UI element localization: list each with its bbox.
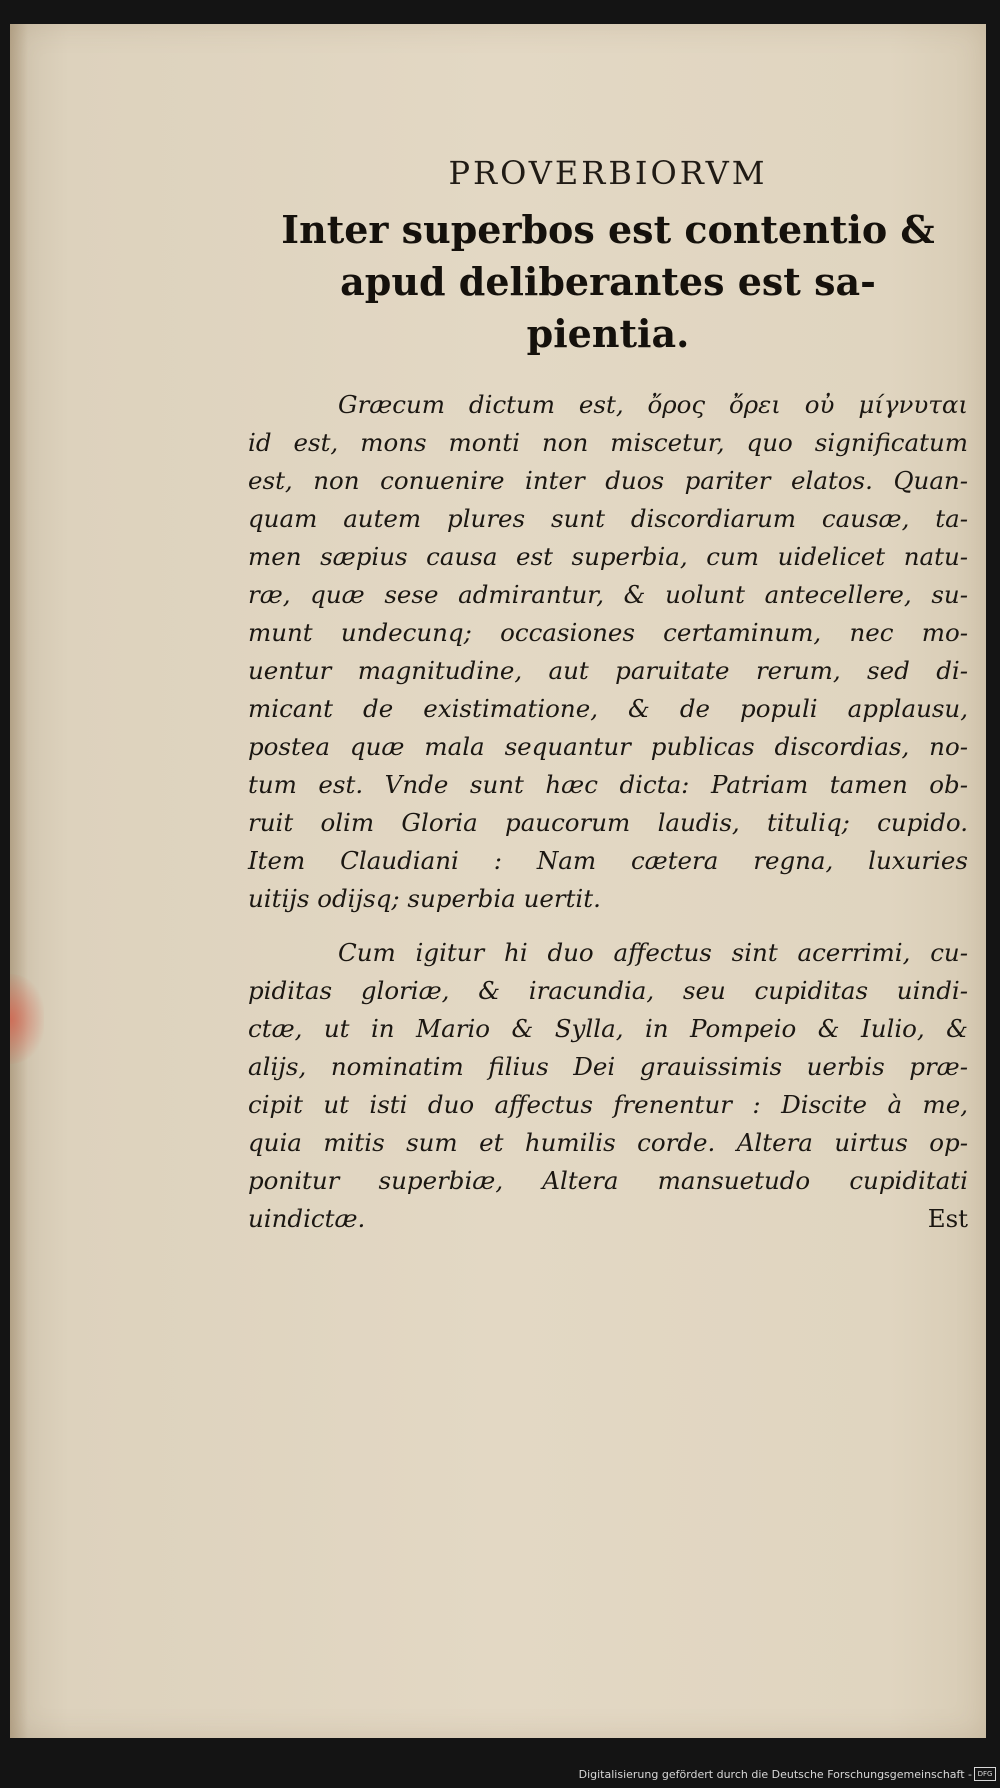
text-line: est, non conuenire inter duos pariter elatos. Quan- bbox=[248, 466, 968, 495]
title-line: pientia. bbox=[526, 311, 690, 356]
text-line: ræ, quæ sese admirantur, & uolunt antecellere, su- bbox=[248, 580, 968, 609]
text-line: Cum igitur hi duo affectus sint acerrimi, cu- bbox=[338, 938, 968, 967]
running-head: PROVERBIORVM bbox=[448, 154, 768, 192]
text-line: piditas gloriæ, & iracundia, seu cupiditas uindi- bbox=[248, 976, 968, 1005]
text-line: postea quæ mala sequantur publicas discordias, no- bbox=[248, 732, 968, 761]
section-title bbox=[248, 204, 968, 360]
text-line: munt undecunq; occasiones certaminum, nec mo- bbox=[248, 618, 968, 647]
text-line: men sæpius causa est superbia, cum uidelicet natu- bbox=[248, 542, 968, 571]
paragraph-1 bbox=[248, 386, 968, 918]
text-line: Græcum dictum est, ὄρος ὄρει οὐ μίγνυται bbox=[338, 390, 968, 419]
text-line: ruit olim Gloria paucorum laudis, tituliq; cupido. bbox=[248, 808, 968, 837]
text-line: uindictæ. bbox=[248, 1204, 366, 1233]
catchword: Est bbox=[927, 1204, 968, 1233]
text-line: tum est. Vnde sunt hæc dicta: Patriam tamen ob- bbox=[248, 770, 968, 799]
red-stain-mark bbox=[10, 974, 44, 1064]
book-page bbox=[10, 24, 986, 1738]
text-line: cipit ut isti duo affectus frenentur : Discite à me, bbox=[248, 1090, 968, 1119]
title-line: apud deliberantes est sa- bbox=[340, 259, 876, 304]
footer-credit: Digitalisierung gefördert durch die Deutsche Forschungsgemeinschaft - bbox=[578, 1768, 972, 1781]
paragraph-2 bbox=[248, 934, 968, 1238]
text-line: quam autem plures sunt discordiarum causæ, ta- bbox=[248, 504, 968, 533]
text-line: Item Claudiani : Nam cætera regna, luxuries bbox=[248, 846, 968, 875]
text-line: ponitur superbiæ, Altera mansuetudo cupiditati bbox=[248, 1166, 968, 1195]
text-line: uitijs odijsq; superbia uertit. bbox=[248, 884, 601, 913]
text-line: id est, mons monti non miscetur, quo significatum bbox=[248, 428, 968, 457]
text-line: alijs, nominatim filius Dei grauissimis uerbis præ- bbox=[248, 1052, 968, 1081]
page-edge-shadow bbox=[10, 24, 28, 1738]
title-line: Inter superbos est contentio & bbox=[281, 207, 935, 252]
text-line: quia mitis sum et humilis corde. Altera uirtus op- bbox=[248, 1128, 968, 1157]
text-line: micant de existimatione, & de populi applausu, bbox=[248, 694, 968, 723]
dfg-logo: DFG bbox=[974, 1767, 996, 1781]
page-text-block bbox=[248, 134, 968, 1238]
final-line-row bbox=[248, 1200, 968, 1238]
text-line: uentur magnitudine, aut paruitate rerum, sed di- bbox=[248, 656, 968, 685]
text-line: ctæ, ut in Mario & Sylla, in Pompeio & Iulio, & bbox=[248, 1014, 968, 1043]
